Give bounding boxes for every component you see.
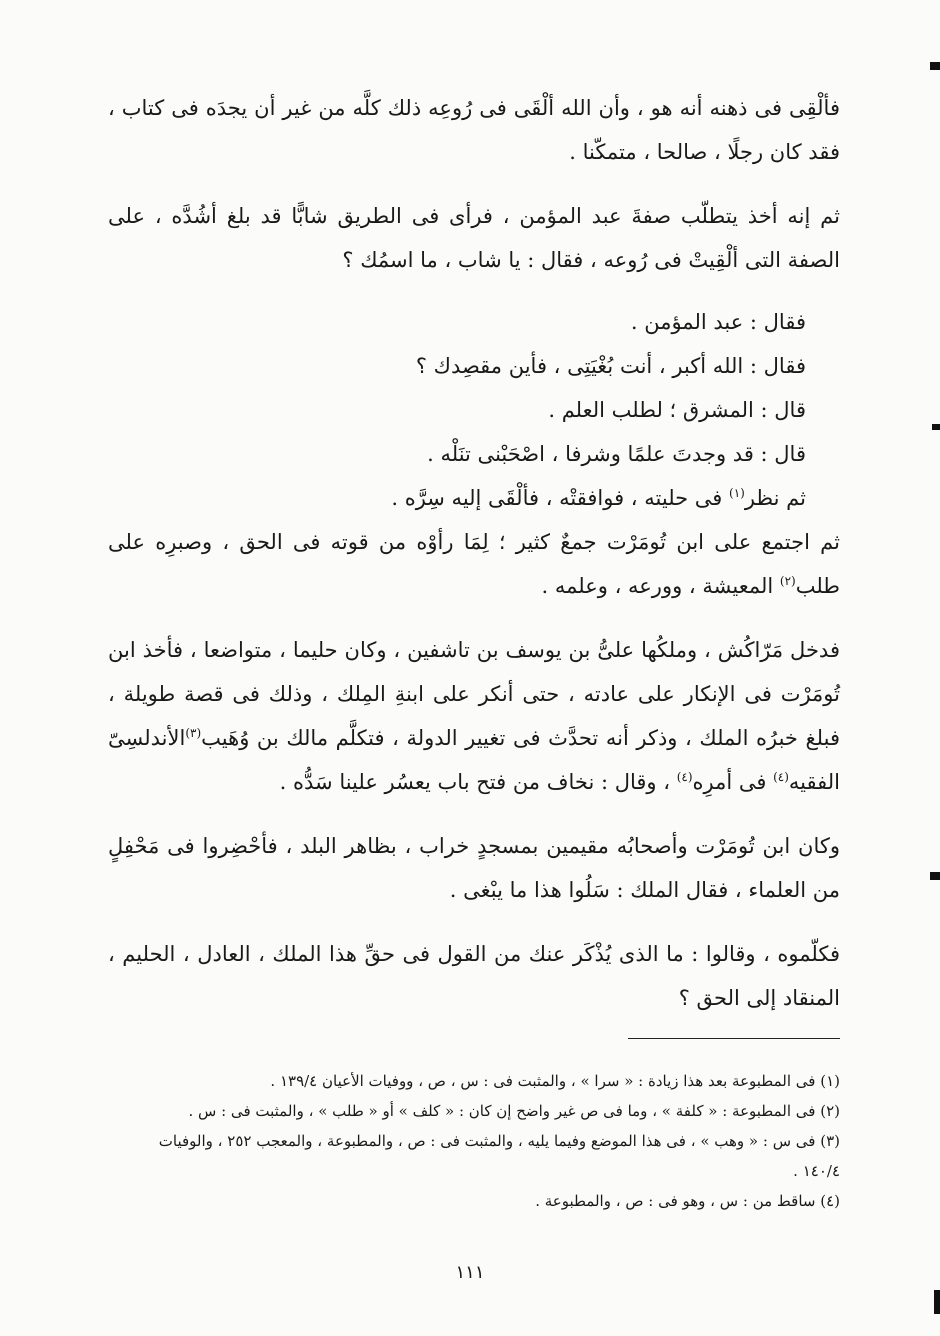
binding-mark-lower bbox=[930, 872, 940, 880]
dialog-line-5 bbox=[108, 476, 840, 520]
dialog-line-5-start: ثم نظر bbox=[744, 486, 806, 510]
footnote-ref-4-open: (٤) bbox=[773, 770, 789, 784]
page-number: ١١١ bbox=[455, 1262, 485, 1283]
paragraph-8-part-2: الأندلسِىّ الفقيه bbox=[108, 726, 840, 794]
main-text bbox=[108, 86, 840, 1020]
footnote-ref-2: (٢) bbox=[779, 574, 796, 588]
footnote-ref-3: (٣) bbox=[185, 726, 202, 740]
binding-mark-bottom bbox=[934, 1290, 940, 1314]
binding-mark-middle bbox=[932, 424, 940, 430]
paragraph-9: وكان ابن تُومَرْت وأصحابُه مقيمين بمسجدٍ خراب ، بظاهر البلد ، فأحْضِروا فى مَحْفِلٍ من العلماء ، فقال الملك : سَلُوا هذا ما يبْغى . bbox=[108, 834, 840, 902]
paragraph-8-part-4: ، وقال : نخاف من فتح باب يعسُر علينا سَدُّه . bbox=[279, 770, 677, 794]
paragraph-8 bbox=[108, 628, 840, 804]
footnote-2: (٢) فى المطبوعة : « كلفة » ، وما فى ص غير واضح إن كان : « كلف » أو « طلب » ، والمثبت فى : س . bbox=[188, 1102, 840, 1120]
binding-mark-top bbox=[930, 62, 940, 70]
dialog-line-5-end: فى حليته ، فوافقتْه ، فألْقَى إليه سِرَّه . bbox=[391, 486, 730, 510]
paragraph-8-part-1: فدخل مَرّاكُش ، وملكُها علىُّ بن يوسف بن تاشفين ، وكان حليما ، متواضعا ، فأخذ ابن تُومَرْت فى الإنكار على عادته ، حتى أنكر على ابنةِ المِلك ، وذلك فى قصة طويلة ، فبلغ خبرُه الملك ، وذكر أنه تحدَّث فى تغيير الدولة ، فتكلَّم مالك بن وُهَيب bbox=[108, 638, 840, 750]
paragraph-8-part-3: فى أمرِه bbox=[692, 770, 774, 794]
dialog-line-4: قال : قد وجدتَ علمًا وشرفا ، اصْحَبْنى تنَلْه . bbox=[427, 442, 806, 466]
footnote-4: (٤) ساقط من : س ، وهو فى : ص ، والمطبوعة . bbox=[535, 1192, 840, 1210]
dialog-line-3: قال : المشرق ؛ لطلب العلم . bbox=[548, 398, 806, 422]
paragraph-7-start: ثم اجتمع على ابن تُومَرْت جمعٌ كثير ؛ لِمَا رأوْه من قوته فى الحق ، وصبرِه على طلب bbox=[108, 530, 840, 598]
footnote-ref-1: (١) bbox=[729, 486, 745, 500]
paragraph-10: فكلّموه ، وقالوا : ما الذى يُذْكَر عنك من القول فى حقِّ هذا الملك ، العادل ، الحليم ، المنقاد إلى الحق ؟ bbox=[108, 942, 840, 1010]
paragraph-1: فألْقِى فى ذهنه أنه هو ، وأن الله ألْقَى فى رُوعِه ذلك كلَّه من غير أن يجدَه فى كتاب ، فقد كان رجلًا ، صالحا ، متمكّنا . bbox=[108, 96, 840, 164]
paragraph-2: ثم إنه أخذ يتطلّب صفةَ عبد المؤمن ، فرأى فى الطريق شابًّا قد بلغ أشُدَّه ، على الصفة التى ألْقِيتْ فى رُوعه ، فقال : يا شاب ، ما اسمُك ؟ bbox=[108, 204, 840, 272]
footnote-separator bbox=[628, 1038, 840, 1039]
paragraph-7 bbox=[108, 520, 840, 608]
footnote-ref-4-close: (٤) bbox=[676, 770, 693, 784]
footnote-3: (٣) فى س : « وهب » ، فى هذا الموضع وفيما يليه ، والمثبت فى : ص ، والمطبوعة ، والمعجب ٢٥٢ ، والوفيات ١٤٠/٤ . bbox=[158, 1132, 840, 1180]
footnotes bbox=[112, 1066, 840, 1216]
dialog-line-1: فقال : عبد المؤمن . bbox=[630, 310, 806, 334]
footnote-1: (١) فى المطبوعة بعد هذا زيادة : « سرا » ، والمثبت فى : س ، ص ، ووفيات الأعيان ١٣٩/٤ . bbox=[270, 1072, 840, 1090]
paragraph-7-end: المعيشة ، وورعه ، وعلمه . bbox=[541, 574, 780, 598]
dialog-block bbox=[108, 300, 840, 520]
dialog-line-2: فقال : الله أكبر ، أنت بُغْيَتِى ، فأين مقصِدك ؟ bbox=[415, 354, 806, 378]
